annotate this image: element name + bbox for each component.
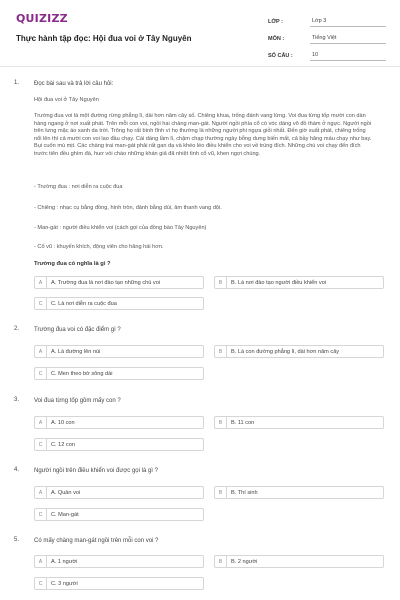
meta-row-class (268, 14, 386, 29)
answer-option-b[interactable] (214, 345, 384, 358)
option-letter: C (35, 368, 47, 380)
question-number: 1. (14, 80, 20, 86)
question-number: 3. (14, 397, 20, 403)
question-number: 2. (14, 326, 20, 332)
option-letter: A (35, 556, 47, 568)
question-prompt: Trường đua voi có đặc điểm gì ? (34, 327, 121, 333)
option-text: B. Thí sinh (231, 490, 258, 496)
meta-row-subject (268, 31, 386, 46)
meta-label: SỐ CÂU : (268, 52, 293, 59)
option-text: B. Là con đường phẳng lì, dài hơn năm cây (231, 349, 340, 355)
option-letter: B (215, 346, 227, 358)
quizizz-logo: QUIZIZZ (16, 12, 68, 25)
answer-option-c[interactable] (34, 577, 204, 590)
option-text: C. Là nơi diễn ra cuộc đua (51, 301, 117, 307)
answer-option-b[interactable] (214, 416, 384, 429)
option-letter: A (35, 487, 47, 499)
meta-value: 10 (310, 50, 386, 61)
answer-option-c[interactable] (34, 367, 204, 380)
answer-option-c[interactable] (34, 438, 204, 451)
header-divider (0, 66, 400, 67)
meta-value: Tiếng Việt (310, 33, 386, 44)
note-item: - Man-gát : người điều khiển voi (cách gọi của đồng bào Tây Nguyên) (34, 225, 207, 231)
option-letter: C (35, 509, 47, 521)
answer-option-a[interactable] (34, 486, 204, 499)
option-letter: B (215, 417, 227, 429)
worksheet-title: Thực hành tập đọc: Hội đua voi ở Tây Nguyên (16, 34, 192, 43)
note-item: - Cổ vũ : khuyến khích, động viên cho hăng hái hơn. (34, 244, 164, 250)
reading-passage: Trường đua voi là một đường rừng phẳng lì, dài hơn năm cây số. Chiêng khua, trống đánh vang lừng. Voi đua từng tốp mười con dàn hàng ngang ở nơi xuất phát. Trên mỗi con voi, ngồi hai chàng man-gát. Người ngồi phía cổ có vóc dáng vô đồ thám ở ngực. Người ngồi trên lưng mặc áo xanh da trời. Trông họ rất bình tĩnh vì họ thường là những người phi ngựa giỏi nhất. Đến giờ xuất phát, chiêng trống nổi lên thì cả mười con voi lao đầu chạy. Cái dáng lầm lì, chậm chạp thường ngày bỗng dưng biến mất, cả bầy hăng máu chạy như bay. Bụi cuốn mù mịt. Các chàng trai man-gát phải rất gan dạ và khéo léo điều khiển cho voi về trúng đích. Những chú voi chạy đến đích trước tiên đều ghìm đà, huơ vòi chào những khán giả đã nhiệt tình cổ vũ, khen ngợi chúng. (34, 113, 372, 157)
answer-option-b[interactable] (214, 486, 384, 499)
option-letter: A (35, 346, 47, 358)
answer-option-b[interactable] (214, 276, 384, 289)
question-prompt: Voi đua từng tốp gồm mấy con ? (34, 398, 121, 404)
answer-option-a[interactable] (34, 416, 204, 429)
passage-title: Hội đua voi ở Tây Nguyên (34, 97, 99, 103)
option-letter: B (215, 556, 227, 568)
question-number: 4. (14, 467, 20, 473)
option-text: C. Men theo bờ sông dài (51, 371, 113, 377)
question-number: 5. (14, 537, 20, 543)
option-letter: A (35, 277, 47, 289)
answer-option-c[interactable] (34, 508, 204, 521)
meta-row-count (268, 48, 386, 63)
option-text: A. 1 người (51, 559, 78, 565)
option-letter: B (215, 487, 227, 499)
question-prompt: Người ngồi trên điều khiển voi được gọi là gì ? (34, 468, 158, 474)
answer-option-a[interactable] (34, 345, 204, 358)
option-text: B. Là nơi đào tạo người điều khiển voi (231, 280, 327, 286)
note-item: - Trường đua : nơi diễn ra cuộc đua (34, 184, 123, 190)
meta-value: Lớp 3 (310, 16, 386, 27)
option-text: C. 12 con (51, 442, 75, 448)
answer-option-c[interactable] (34, 297, 204, 310)
option-letter: A (35, 417, 47, 429)
worksheet-header (0, 0, 400, 66)
meta-label: MÔN : (268, 35, 285, 42)
answer-option-a[interactable] (34, 276, 204, 289)
option-letter: B (215, 277, 227, 289)
meta-panel (268, 14, 386, 65)
question-prompt: Đọc bài sau và trả lời câu hỏi: (34, 81, 114, 87)
option-text: B. 2 người (231, 559, 258, 565)
sub-question: Trường đua có nghĩa là gì ? (34, 261, 111, 267)
option-text: B. 11 con (231, 420, 255, 426)
answer-option-b[interactable] (214, 555, 384, 568)
option-letter: C (35, 298, 47, 310)
answer-option-a[interactable] (34, 555, 204, 568)
question-prompt: Có mấy chàng man-gát ngồi trên mỗi con voi ? (34, 538, 159, 544)
option-text: C. 3 người (51, 581, 78, 587)
option-letter: C (35, 439, 47, 451)
option-letter: C (35, 578, 47, 590)
option-text: A. Quản voi (51, 490, 81, 496)
note-item: - Chiêng : nhạc cụ bằng đồng, hình tròn, đánh bằng dùi, âm thanh vang dội. (34, 205, 222, 211)
option-text: A. Trường đua là nơi đào tạo những chú voi (51, 280, 161, 286)
option-text: C. Man-gát (51, 512, 79, 518)
option-text: A. Là đường lên núi (51, 349, 101, 355)
option-text: A. 10 con (51, 420, 75, 426)
meta-label: LỚP : (268, 18, 283, 25)
